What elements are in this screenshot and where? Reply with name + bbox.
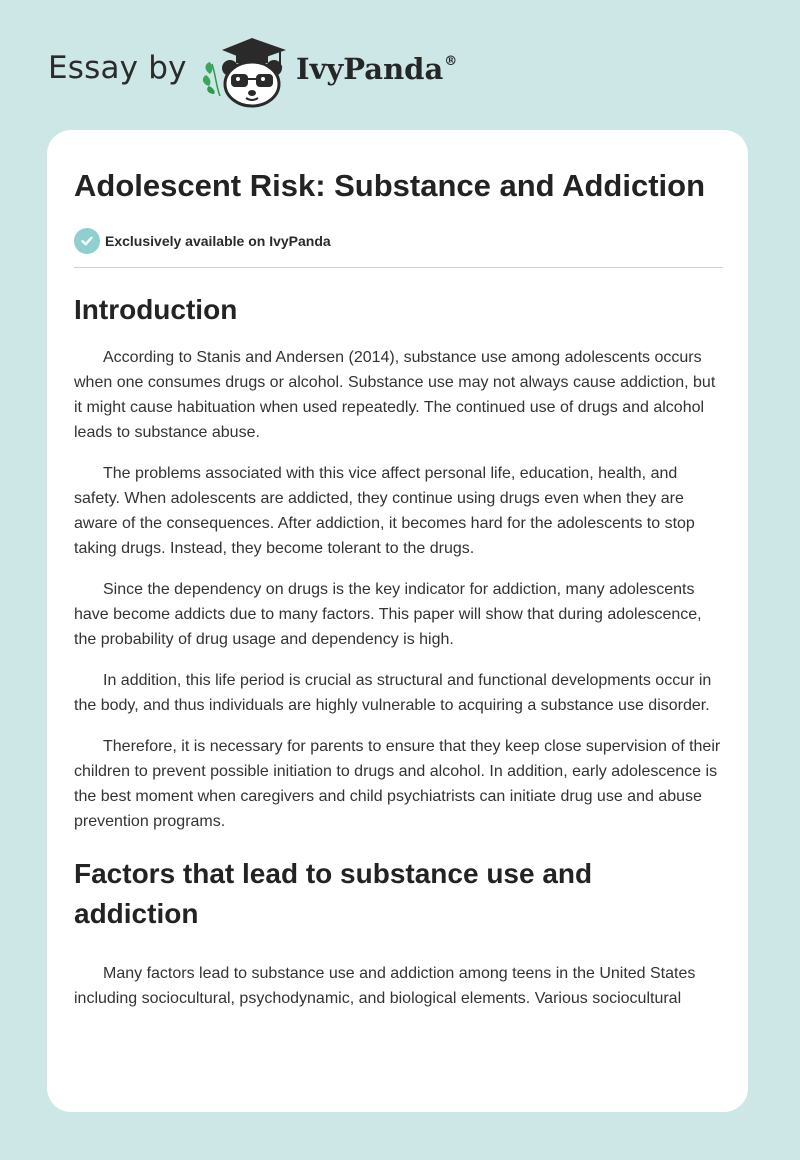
paragraph: In addition, this life period is crucial as structural and functional developments occur in the body, and thus individuals are highly vulnerable to acquiring a substance use disorder. [74,672,712,714]
paragraph: According to Stanis and Andersen (2014), substance use among adolescents occurs when one consumes drugs or alcohol. Substance use may not always cause addiction, but it might cause habituation when used repeatedly. The continued use of drugs and alcohol leads to substance abuse. [74,349,716,441]
paragraph: The problems associated with this vice affect personal life, education, health, and safety. When adolescents are addicted, they continue using drugs even when they are aware of the consequences. After addiction, it becomes hard for the adolescents to stop taking drugs. Instead, they become tolerant to the drugs. [74,465,695,557]
site-header [0,0,800,130]
essay-card [47,130,748,1112]
essay-title: Adolescent Risk: Substance and Addiction [74,168,706,203]
ivy-leaf-icon [203,62,220,96]
section-heading-introduction: Introduction [74,294,238,325]
panda-graduate-icon[interactable] [200,34,292,108]
brand-name[interactable] [296,52,457,86]
paragraph: Since the dependency on drugs is the key indicator for addiction, many adolescents have become addicts due to many factors. This paper will show that during adolescence, the probability of drug usage and dependency is high. [74,581,702,648]
exclusive-badge [74,228,723,254]
exclusive-label: Exclusively available on IvyPanda [105,233,331,249]
brand-name-text: IvyPanda [296,52,444,86]
registered-mark: ® [444,54,458,69]
paragraph: Therefore, it is necessary for parents to ensure that they keep close supervision of their children to prevent possible initiation to drugs and alcohol. In addition, early adolescence is the best moment when caregivers and child psychiatrists can initiate drug use and abuse prevention programs. [74,738,721,830]
paragraph: Many factors lead to substance use and addiction among teens in the United States including sociocultural, psychodynamic, and biological elements. Various sociocultural [74,965,696,1007]
essay-by-label: Essay by [48,50,187,86]
divider [74,267,723,268]
essay-content [74,130,723,1011]
section-heading-factors: Factors that lead to substance use and addiction [74,858,593,929]
check-circle-icon [74,228,100,254]
